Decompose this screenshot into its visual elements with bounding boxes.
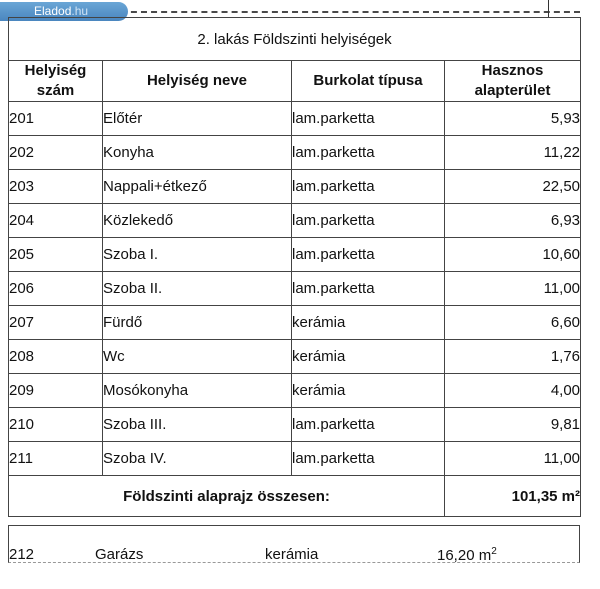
room-area: 9,81 xyxy=(445,408,581,442)
floor-type: kerámia xyxy=(292,374,445,408)
garage-number: 212 xyxy=(9,546,35,563)
table-row xyxy=(9,170,581,204)
header-num-line1: Helyiség xyxy=(24,62,87,79)
header-num-line2: szám xyxy=(36,82,75,99)
room-number: 209 xyxy=(9,374,103,408)
room-name: Nappali+étkező xyxy=(103,170,292,204)
room-number: 207 xyxy=(9,306,103,340)
total-label: Földszinti alaprajz összesen: xyxy=(9,476,445,517)
room-area: 6,93 xyxy=(445,204,581,238)
room-number: 208 xyxy=(9,340,103,374)
room-area: 10,60 xyxy=(445,238,581,272)
table-row xyxy=(9,136,581,170)
header-floor-type: Burkolat típusa xyxy=(292,61,445,102)
garage-floor: kerámia xyxy=(265,546,319,563)
garage-row xyxy=(8,525,580,563)
room-number: 206 xyxy=(9,272,103,306)
room-number: 210 xyxy=(9,408,103,442)
floor-type: lam.parketta xyxy=(292,408,445,442)
watermark-brand: Eladod xyxy=(34,4,72,18)
header-area-line1: Hasznos xyxy=(481,62,544,79)
room-name: Szoba III. xyxy=(103,408,292,442)
room-area: 1,76 xyxy=(445,340,581,374)
floor-type: lam.parketta xyxy=(292,204,445,238)
room-area: 11,00 xyxy=(445,272,581,306)
room-area: 11,00 xyxy=(445,442,581,476)
room-number: 211 xyxy=(9,442,103,476)
header-row xyxy=(9,61,581,102)
table-row xyxy=(9,272,581,306)
header-area-line2: alapterület xyxy=(474,82,551,99)
room-area: 5,93 xyxy=(445,102,581,136)
floor-type: kerámia xyxy=(292,340,445,374)
floor-type: lam.parketta xyxy=(292,442,445,476)
table-row xyxy=(9,374,581,408)
total-row xyxy=(9,476,581,517)
room-name: Szoba IV. xyxy=(103,442,292,476)
garage-area-value: 16,20 m xyxy=(437,547,492,564)
title-row xyxy=(9,18,581,61)
floor-type: lam.parketta xyxy=(292,272,445,306)
room-number: 203 xyxy=(9,170,103,204)
header-room-name: Helyiség neve xyxy=(103,61,292,102)
table-row xyxy=(9,238,581,272)
header-area xyxy=(445,61,581,102)
floor-type: lam.parketta xyxy=(292,170,445,204)
room-name: Szoba II. xyxy=(103,272,292,306)
room-area: 6,60 xyxy=(445,306,581,340)
room-table xyxy=(8,17,581,517)
table-title: 2. lakás Földszinti helyiségek xyxy=(9,18,581,61)
watermark-tld: .hu xyxy=(71,4,89,18)
room-number: 202 xyxy=(9,136,103,170)
table-row xyxy=(9,204,581,238)
room-name: Wc xyxy=(103,340,292,374)
cut-mark xyxy=(548,0,549,17)
room-area: 22,50 xyxy=(445,170,581,204)
floor-type: lam.parketta xyxy=(292,136,445,170)
room-name: Mosókonyha xyxy=(103,374,292,408)
room-name: Konyha xyxy=(103,136,292,170)
room-name: Fürdő xyxy=(103,306,292,340)
table-row xyxy=(9,408,581,442)
floor-type: lam.parketta xyxy=(292,102,445,136)
room-number: 204 xyxy=(9,204,103,238)
room-name: Közlekedő xyxy=(103,204,292,238)
table-row xyxy=(9,306,581,340)
total-value: 101,35 m² xyxy=(445,476,581,517)
table-row xyxy=(9,102,581,136)
garage-name: Garázs xyxy=(95,546,144,563)
room-number: 201 xyxy=(9,102,103,136)
table-row xyxy=(9,442,581,476)
garage-area-exp: 2 xyxy=(491,546,497,557)
room-number: 205 xyxy=(9,238,103,272)
room-name: Előtér xyxy=(103,102,292,136)
garage-area xyxy=(437,546,497,564)
header-room-number xyxy=(9,61,103,102)
room-area: 4,00 xyxy=(445,374,581,408)
room-name: Szoba I. xyxy=(103,238,292,272)
room-area: 11,22 xyxy=(445,136,581,170)
table-row xyxy=(9,340,581,374)
floor-type: kerámia xyxy=(292,306,445,340)
floor-type: lam.parketta xyxy=(292,238,445,272)
